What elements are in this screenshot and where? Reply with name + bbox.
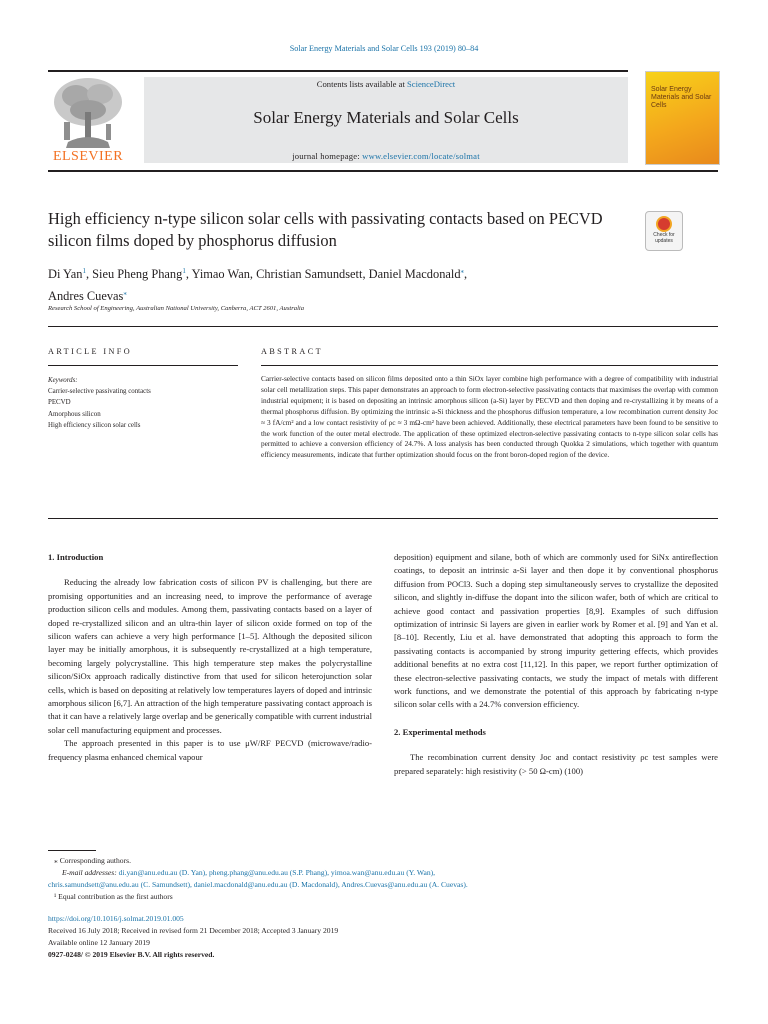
experimental-paragraph-1: The recombination current density Joc and contact resistivity ρc test samples were prepared separately: high resistivity (> 50 Ω-cm) (100): [394, 752, 718, 776]
keywords-label: Keywords:: [48, 377, 78, 384]
author-name: Yimao Wan: [191, 267, 250, 282]
affiliation: Research School of Engineering, Australian National University, Canberra, ACT 2601, Australia: [48, 305, 305, 312]
header-bottom-rule: [48, 170, 718, 172]
check-for-updates-label: Check for updates: [653, 232, 675, 244]
article-info-rule: [48, 365, 238, 366]
affiliation-rule: [48, 326, 718, 327]
email-addresses-line-2[interactable]: chris.samundsett@anu.edu.au (C. Samundsett), daniel.macdonald@anu.edu.au (D. Macdonald), Andres.Cuevas@anu.edu.au (A. Cuevas).: [48, 880, 468, 889]
keyword: High efficiency silicon solar cells: [48, 421, 141, 429]
author-list: [48, 262, 648, 306]
copyright: 0927-0248/ © 2019 Elsevier B.V. All rights reserved.: [48, 950, 215, 959]
doi-link[interactable]: https://doi.org/10.1016/j.solmat.2019.01.005: [48, 914, 184, 923]
author-mark[interactable]: 1: [82, 267, 86, 275]
author-mark[interactable]: 1: [182, 267, 186, 275]
author-mark[interactable]: ⁎: [460, 267, 465, 275]
corresponding-note: ⁎ Corresponding authors.: [54, 856, 131, 865]
contents-availability: [144, 79, 628, 89]
author-name: Di Yan: [48, 267, 83, 282]
article-info-heading: ARTICLE INFO: [48, 347, 133, 356]
experimental-heading: 2. Experimental methods: [394, 726, 486, 737]
email-addresses-line-1: [48, 867, 718, 879]
sciencedirect-link[interactable]: ScienceDirect: [407, 79, 456, 89]
article-metadata: [48, 913, 718, 961]
contents-prefix: Contents lists available at: [316, 79, 407, 89]
journal-cover-thumbnail[interactable]: [645, 71, 720, 165]
intro-paragraph-3: deposition) equipment and silane, both of which are commonly used for SiNx antireflection coatings, to deposit an intrinsic a-Si layer and then dope it by conventional phosphorus diffusion from POCl3. Such a doping step simultaneously serves to crystallize the deposited silicon, and slightly in-diffuse the dopant into the silicon wafer, both of which are critical to achieve good contact and passivation properties [8,9]. Examples of such diffusion optimization of intrinsic Si layers are given in earlier work by Romer et al. [9] and Yan et al. [8–10]. Recently, Liu et al. have demonstrated that adopting this approach to form the passivating contacts is accompanied by strong impurity gettering effects, which provides additional benefits at no extra cost [11,12]. In this paper, we report further optimization of these electron-selective passivating contacts, we study the impact of metals with different work functions, and we demonstrate the potential of this approach by fabricating n-type silicon solar cells with a 24.7% conversion efficiency.: [394, 552, 718, 710]
equal-contribution-note: ¹ Equal contribution as the first authors: [54, 892, 173, 901]
homepage-link[interactable]: www.elsevier.com/locate/solmat: [362, 151, 480, 161]
keywords-list: [48, 386, 238, 431]
abstract-bottom-rule: [48, 518, 718, 519]
keyword: Amorphous silicon: [48, 410, 101, 418]
keywords-block: [48, 375, 238, 431]
authors-line-1: Di Yan$^1$, Sieu Pheng Phang$^1$, Yimao Wan, Christian Samundsett, Daniel Macdonald⁎,: [48, 267, 468, 282]
intro-paragraph-2: The approach presented in this paper is to use μW/RF PECVD (microwave/radio-frequency plasma enhanced chemical vapour: [48, 738, 372, 762]
email-label: E-mail addresses:: [62, 868, 119, 877]
keyword: Carrier-selective passivating contacts: [48, 388, 151, 396]
journal-homepage: [144, 151, 628, 161]
author-name: Christian Samundsett: [256, 267, 363, 282]
journal-title: Solar Energy Materials and Solar Cells: [253, 108, 519, 127]
elsevier-logo: [48, 72, 128, 164]
abstract-text: Carrier-selective contacts based on silicon films deposited onto a thin SiOx layer combine high performance with a degree of compatibility with industrial solar cell metallization steps. This paper demonstrates an approach to form electron-selective passivating contacts that maximises the overlap with common industrial equipment; it is based on depositing an intrinsic amorphous silicon (a-Si) layer by PECVD and then doping and re-crystallizing it by means of a thermal phosphorus diffusion. By optimizing the intrinsic a-Si thickness and the phosphorus diffusion temperature, a low recombination current density Joc ≈ 3 fA/cm² and a low contact resistivity of ρc ≈ 3 mΩ-cm² have been achieved. Additionally, these electrical parameters have been found to be sensitive to the work function of the outer metal electrode. The application of these optimized electron-selective passivating contacts to n-type silicon solar cells has permitted to achieve a conversion efficiency of 24.7%. A loss analysis has been conducted through Quokka 2 simulations, which together with quantum efficiency measurements, indicate that further optimization should focus on the front boron-doped region of the device.: [261, 374, 718, 460]
journal-reference[interactable]: Solar Energy Materials and Solar Cells 193 (2019) 80–84: [289, 44, 479, 53]
author-name: Daniel Macdonald: [368, 267, 461, 282]
article-title: High efficiency n-type silicon solar cells with passivating contacts based on PECVD silicon films doped by phosphorus diffusion: [48, 209, 603, 250]
body-column-left: [48, 551, 372, 764]
footnote-rule: [48, 850, 96, 851]
email-links-1[interactable]: di.yan@anu.edu.au (D. Yan), pheng.phang@anu.edu.au (S.P. Phang), yimoa.wan@anu.edu.au (Y. Wan),: [118, 868, 436, 877]
author-name: Andres Cuevas: [48, 289, 124, 304]
author-mark[interactable]: ⁎: [123, 289, 127, 298]
header-top-rule: [48, 70, 628, 72]
publisher-wordmark: ELSEVIER: [52, 149, 124, 164]
check-for-updates-icon: [656, 216, 672, 232]
keyword: PECVD: [48, 399, 71, 407]
introduction-heading: 1. Introduction: [48, 552, 104, 562]
check-for-updates-badge[interactable]: [645, 211, 683, 251]
cover-title: Solar Energy Materials and Solar Cells: [651, 86, 712, 109]
available-online: Available online 12 January 2019: [48, 938, 150, 947]
homepage-label: journal homepage:: [292, 151, 363, 161]
body-column-right: [394, 551, 718, 778]
abstract-rule: [261, 365, 718, 366]
abstract-heading: ABSTRACT: [261, 347, 323, 356]
footnotes: [48, 855, 718, 903]
author-name: Sieu Pheng Phang: [92, 267, 183, 282]
received-dates: Received 16 July 2018; Received in revised form 21 December 2018; Accepted 3 January 2019: [48, 926, 339, 935]
intro-paragraph-1: Reducing the already low fabrication costs of silicon PV is challenging, but there are promising opportunities and an increasing need, to improve the performance of average production silicon cells and modules. Among them, passivating contacts based on a layer of doped re-crystallized silicon and an ultra-thin layer of silicon oxide formed on top of the silicon wafers can achieve a very high performance [1–5]. Although the deposited silicon layer may be initially amorphous, it is subsequently re-crystallized at a high temperature, becoming largely polycrystalline. This high temperature step makes the polycrystalline silicon/SiOx approach radically distinctive from that used for silicon heterojunction solar cells, which is based on depositing at relatively low temperatures layers of doped and intrinsic amorphous silicon [6,7]. An attraction of the high temperature passivating contact approach is that it can have a relatively large overlap and be generically compatible with current industrial solar cell manufacturing equipment and processes.: [48, 577, 372, 735]
authors-line-2: [48, 284, 648, 306]
